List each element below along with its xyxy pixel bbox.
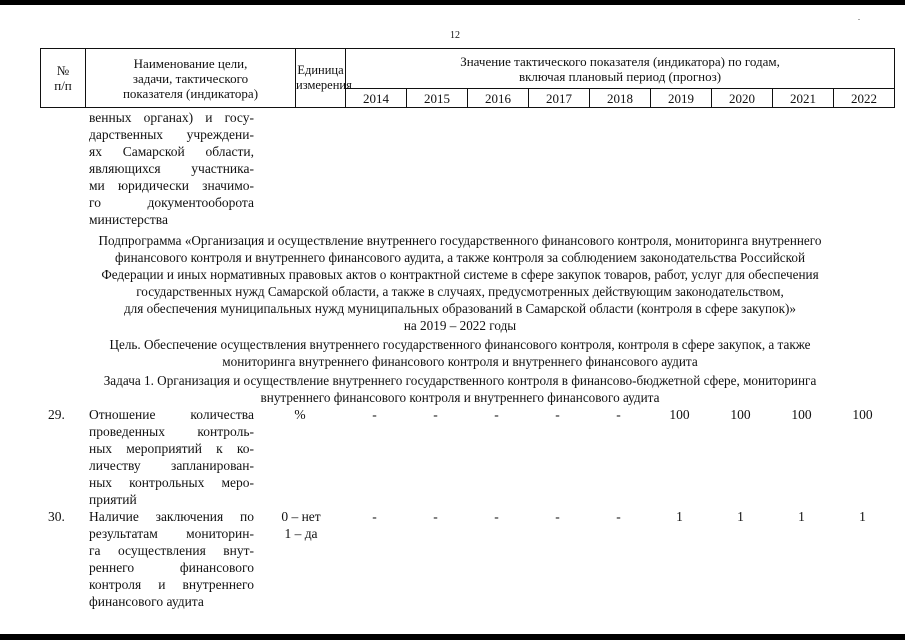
text-line: Наличие заключения по [89, 509, 254, 524]
row-value: 1 [737, 509, 744, 524]
text-line: являющихся участника- [89, 161, 254, 176]
table-header [40, 48, 895, 108]
text-line: финансового контроля и внутреннего финансового аудита, а также контроля за соблюдением законодательства Российской [114, 250, 806, 265]
header-year: 2020 [712, 89, 773, 108]
header-number: № п/п [41, 49, 86, 108]
header-name: Наименование цели, задачи, тактического показателя (индикатора) [86, 49, 296, 108]
row-unit: 0 – нет 1 – да [281, 509, 321, 541]
text-line: контроля и внутреннего [89, 577, 254, 592]
header-year: 2018 [590, 89, 651, 108]
row-number: 30. [48, 509, 65, 524]
row-value: - [494, 509, 499, 524]
text-line: личеству запланирован- [89, 458, 254, 473]
text-line: реннего финансового [89, 560, 254, 575]
text-line: га осуществления внут- [89, 543, 254, 558]
text-line: на 2019 – 2022 годы [403, 318, 517, 333]
row-unit: % [294, 407, 306, 422]
text-line: мониторинга внутреннего финансового контроля и внутреннего финансового аудита [222, 354, 698, 369]
text-line: внутреннего финансового контроля и внутреннего финансового аудита [260, 390, 660, 405]
row-value: 100 [669, 407, 690, 422]
row-value: - [494, 407, 499, 422]
header-year: 2019 [651, 89, 712, 108]
text-line: результатам мониторин- [89, 526, 254, 541]
header-year: 2021 [773, 89, 834, 108]
row-value: 1 [859, 509, 866, 524]
text-line: государственных нужд Самарской области, а также в случаях, предусмотренных действующим законодательством, [136, 284, 784, 299]
text-line: Задача 1. Организация и осуществление внутреннего государственного контроля в финансово-бюджетной сфере, мониторинга [103, 373, 817, 388]
top-border [0, 0, 905, 5]
row-value: - [372, 509, 377, 524]
text-line: финансового аудита [89, 594, 204, 609]
row-value: 1 [676, 509, 683, 524]
text-line: венных органах) и госу- [89, 110, 254, 125]
text-line: министерства [89, 212, 168, 227]
text-line: го документооборота [89, 195, 254, 210]
row-value: - [372, 407, 377, 422]
row-value: 100 [730, 407, 751, 422]
row-value: 1 [798, 509, 805, 524]
row-value: - [555, 407, 560, 422]
text-line: Федерации и иных нормативных правовых актов о контрактной системе в сфере закупок товаров, работ, услуг для обеспечения [101, 267, 819, 282]
row-value: - [433, 509, 438, 524]
text-line: ях Самарской области, [89, 144, 254, 159]
header-year: 2017 [529, 89, 590, 108]
text-line: ных мероприятий к ко- [89, 441, 254, 456]
bottom-border [0, 634, 905, 640]
text-line: для обеспечения муниципальных нужд муниципальных образований в Самарской области (контроля в сфере закупок)» [123, 301, 797, 316]
header-year: 2016 [468, 89, 529, 108]
row-value: - [555, 509, 560, 524]
header-unit: Единица измерения [296, 49, 346, 108]
page-number: 12 [450, 30, 460, 41]
row-number: 29. [48, 407, 65, 422]
text-line: проведенных контроль- [89, 424, 254, 439]
text-line: дарственных учреждени- [89, 127, 254, 142]
row-value: - [616, 509, 621, 524]
header-year: 2022 [834, 89, 895, 108]
text-line: Цель. Обеспечение осуществления внутреннего государственного финансового контроля, контроля в сфере закупок, а также [109, 337, 811, 352]
header-year: 2015 [407, 89, 468, 108]
text-line: ми юридически значимо- [89, 178, 254, 193]
text-line: Отношение количества [89, 407, 254, 422]
corner-mark: . [858, 13, 860, 22]
row-value: - [616, 407, 621, 422]
row-value: - [433, 407, 438, 422]
header-year: 2014 [346, 89, 407, 108]
row-value: 100 [791, 407, 812, 422]
text-line: ных контрольных меро- [89, 475, 254, 490]
text-line: приятий [89, 492, 137, 507]
row-value: 100 [852, 407, 873, 422]
header-values: Значение тактического показателя (индикатора) по годам, включая плановый период (прогноз) [346, 49, 895, 89]
text-line: Подпрограмма «Организация и осуществление внутреннего государственного финансового контроля, мониторинга внутреннего [98, 233, 822, 248]
